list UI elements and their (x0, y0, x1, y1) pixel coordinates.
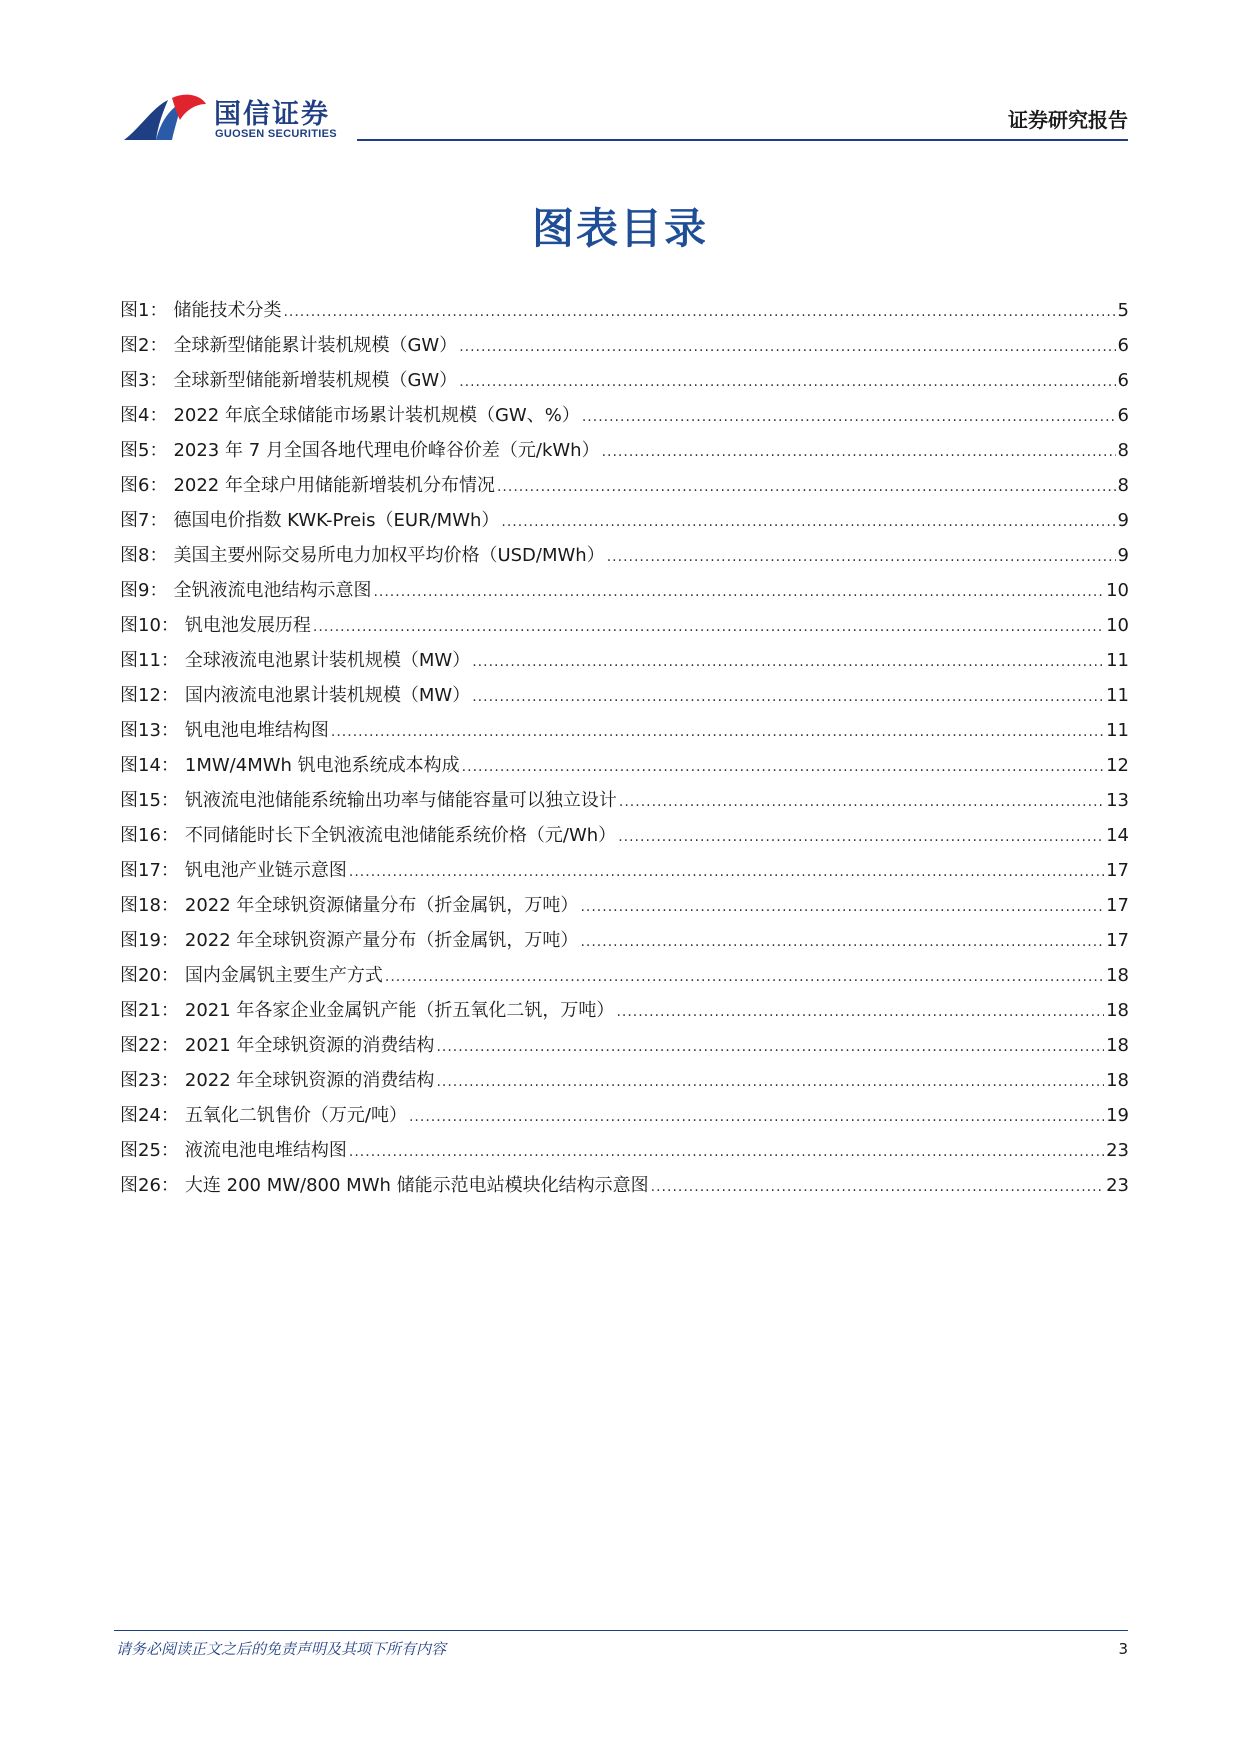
toc-entry[interactable] (120, 573, 1129, 608)
toc-entry-title: 液流电池电堆结构图 (184, 1140, 347, 1161)
toc-entry-number: 图16： (120, 825, 179, 846)
toc-entry-page: 6 (1117, 405, 1129, 426)
toc-entry-title: 2022 年全球钒资源的消费结构 (184, 1070, 435, 1091)
toc-entry[interactable] (120, 853, 1129, 888)
toc-entry-title: 全球液流电池累计装机规模（MW） (184, 650, 471, 671)
toc-dot-leader (436, 1030, 1104, 1065)
toc-entry[interactable] (120, 433, 1129, 468)
toc-entry-page: 8 (1117, 475, 1129, 496)
logo-chinese-name: 国信证券 (214, 99, 330, 130)
figure-table-of-contents (120, 293, 1129, 1203)
toc-dot-leader (385, 960, 1104, 995)
toc-entry-number: 图2： (120, 335, 168, 356)
footer-disclaimer: 请务必阅读正文之后的免责声明及其项下所有内容 (116, 1640, 447, 1658)
toc-dot-leader (436, 1065, 1104, 1100)
toc-entry[interactable] (120, 1168, 1129, 1203)
toc-entry[interactable] (120, 888, 1129, 923)
toc-entry[interactable] (120, 1063, 1129, 1098)
toc-entry-number: 图6： (120, 475, 168, 496)
toc-entry[interactable] (120, 748, 1129, 783)
toc-entry-title: 全球新型储能新增装机规模（GW） (173, 370, 458, 391)
toc-dot-leader (331, 715, 1104, 750)
toc-dot-leader (580, 925, 1104, 960)
toc-dot-leader (619, 785, 1104, 820)
toc-dot-leader (472, 680, 1104, 715)
toc-entry-title: 钒电池产业链示意图 (184, 860, 347, 881)
toc-entry-title: 2021 年全球钒资源的消费结构 (184, 1035, 435, 1056)
toc-entry-title: 全球新型储能累计装机规模（GW） (173, 335, 458, 356)
toc-entry[interactable] (120, 398, 1129, 433)
toc-dot-leader (497, 470, 1116, 505)
logo-mark-icon (122, 90, 208, 146)
toc-entry-number: 图23： (120, 1070, 179, 1091)
toc-entry-title: 全钒液流电池结构示意图 (173, 580, 372, 601)
toc-entry[interactable] (120, 468, 1129, 503)
toc-entry[interactable] (120, 328, 1129, 363)
report-type-label: 证券研究报告 (1008, 108, 1128, 132)
toc-entry-number: 图25： (120, 1140, 179, 1161)
toc-dot-leader (349, 855, 1104, 890)
toc-dot-leader (462, 750, 1104, 785)
toc-entry-page: 23 (1106, 1175, 1129, 1196)
toc-entry-number: 图21： (120, 1000, 179, 1021)
toc-entry-number: 图22： (120, 1035, 179, 1056)
toc-entry-title: 1MW/4MWh 钒电池系统成本构成 (184, 755, 460, 776)
toc-entry-page: 18 (1106, 1035, 1129, 1056)
toc-dot-leader (501, 505, 1115, 540)
toc-entry[interactable] (120, 958, 1129, 993)
toc-entry[interactable] (120, 923, 1129, 958)
toc-entry-title: 2022 年全球户用储能新增装机分布情况 (173, 475, 495, 496)
toc-entry-number: 图8： (120, 545, 168, 566)
toc-entry[interactable] (120, 643, 1129, 678)
page-header (0, 0, 1240, 150)
toc-dot-leader (580, 890, 1104, 925)
toc-entry-number: 图17： (120, 860, 179, 881)
toc-dot-leader (616, 995, 1104, 1030)
page-title: 图表目录 (531, 204, 708, 253)
toc-entry-page: 17 (1106, 860, 1129, 881)
toc-entry[interactable] (120, 293, 1129, 328)
toc-entry-page: 10 (1106, 615, 1129, 636)
toc-entry-page: 6 (1117, 370, 1129, 391)
toc-dot-leader (283, 295, 1115, 330)
toc-entry-title: 2022 年底全球储能市场累计装机规模（GW、%） (173, 405, 580, 426)
toc-entry[interactable] (120, 783, 1129, 818)
toc-dot-leader (349, 1135, 1104, 1170)
toc-entry-page: 12 (1106, 755, 1129, 776)
toc-entry-title: 钒液流电池储能系统输出功率与储能容量可以独立设计 (184, 790, 617, 811)
page-number: 3 (1118, 1640, 1128, 1658)
toc-entry[interactable] (120, 1028, 1129, 1063)
toc-entry[interactable] (120, 363, 1129, 398)
toc-entry-number: 图24： (120, 1105, 179, 1126)
toc-entry-title: 储能技术分类 (173, 300, 282, 321)
toc-entry-number: 图7： (120, 510, 168, 531)
toc-entry-title: 2023 年 7 月全国各地代理电价峰谷价差（元/kWh） (173, 440, 600, 461)
toc-entry-title: 五氧化二钒售价（万元/吨） (184, 1105, 407, 1126)
toc-dot-leader (313, 610, 1104, 645)
toc-dot-leader (582, 400, 1116, 435)
toc-dot-leader (602, 435, 1116, 470)
toc-entry-page: 6 (1117, 335, 1129, 356)
toc-entry-page: 8 (1117, 440, 1129, 461)
toc-entry-title: 美国主要州际交易所电力加权平均价格（USD/MWh） (173, 545, 605, 566)
toc-entry-number: 图4： (120, 405, 168, 426)
toc-entry-page: 10 (1106, 580, 1129, 601)
toc-dot-leader (472, 645, 1104, 680)
toc-entry-number: 图10： (120, 615, 179, 636)
header-divider (357, 139, 1128, 141)
toc-dot-leader (459, 365, 1115, 400)
toc-entry-number: 图1： (120, 300, 168, 321)
toc-entry[interactable] (120, 713, 1129, 748)
toc-dot-leader (607, 540, 1116, 575)
toc-entry-title: 钒电池电堆结构图 (184, 720, 329, 741)
toc-entry-number: 图15： (120, 790, 179, 811)
toc-entry-page: 11 (1106, 650, 1129, 671)
toc-dot-leader (618, 820, 1104, 855)
logo-english-name: GUOSEN SECURITIES (215, 128, 337, 140)
toc-entry-number: 图13： (120, 720, 179, 741)
toc-entry-page: 18 (1106, 1070, 1129, 1091)
toc-entry[interactable] (120, 1098, 1129, 1133)
company-logo (122, 88, 352, 146)
toc-dot-leader (373, 575, 1104, 610)
toc-entry-page: 13 (1106, 790, 1129, 811)
toc-entry-number: 图11： (120, 650, 179, 671)
toc-dot-leader (409, 1100, 1104, 1135)
toc-entry-page: 11 (1106, 685, 1129, 706)
toc-entry-page: 11 (1106, 720, 1129, 741)
toc-entry-title: 2022 年全球钒资源储量分布（折金属钒，万吨） (184, 895, 579, 916)
toc-entry-number: 图9： (120, 580, 168, 601)
toc-entry-number: 图3： (120, 370, 168, 391)
toc-entry-title: 不同储能时长下全钒液流电池储能系统价格（元/Wh） (184, 825, 617, 846)
toc-entry[interactable] (120, 993, 1129, 1028)
toc-entry-title: 钒电池发展历程 (184, 615, 311, 636)
toc-entry-title: 2022 年全球钒资源产量分布（折金属钒，万吨） (184, 930, 579, 951)
toc-entry-page: 23 (1106, 1140, 1129, 1161)
toc-entry-page: 17 (1106, 895, 1129, 916)
toc-entry-number: 图19： (120, 930, 179, 951)
toc-entry-title: 德国电价指数 KWK-Preis（EUR/MWh） (173, 510, 500, 531)
toc-entry[interactable] (120, 503, 1129, 538)
toc-entry-title: 国内液流电池累计装机规模（MW） (184, 685, 471, 706)
toc-entry-page: 5 (1117, 300, 1129, 321)
toc-entry-title: 国内金属钒主要生产方式 (184, 965, 383, 986)
toc-entry[interactable] (120, 818, 1129, 853)
toc-entry[interactable] (120, 608, 1129, 643)
toc-entry-number: 图20： (120, 965, 179, 986)
toc-entry-number: 图12： (120, 685, 179, 706)
toc-entry-number: 图14： (120, 755, 179, 776)
toc-entry[interactable] (120, 1133, 1129, 1168)
toc-entry-number: 图18： (120, 895, 179, 916)
toc-entry-title: 大连 200 MW/800 MWh 储能示范电站模块化结构示意图 (184, 1175, 649, 1196)
toc-dot-leader (651, 1170, 1104, 1205)
toc-entry-page: 19 (1106, 1105, 1129, 1126)
toc-entry-number: 图5： (120, 440, 168, 461)
toc-entry-number: 图26： (120, 1175, 179, 1196)
toc-entry-page: 17 (1106, 930, 1129, 951)
toc-entry[interactable] (120, 538, 1129, 573)
toc-entry-page: 14 (1106, 825, 1129, 846)
toc-entry-page: 18 (1106, 965, 1129, 986)
toc-entry-page: 9 (1117, 545, 1129, 566)
toc-entry-title: 2021 年各家企业金属钒产能（折五氧化二钒，万吨） (184, 1000, 615, 1021)
toc-entry-page: 9 (1117, 510, 1129, 531)
toc-entry-page: 18 (1106, 1000, 1129, 1021)
toc-dot-leader (459, 330, 1115, 365)
footer-divider (114, 1630, 1128, 1631)
toc-entry[interactable] (120, 678, 1129, 713)
